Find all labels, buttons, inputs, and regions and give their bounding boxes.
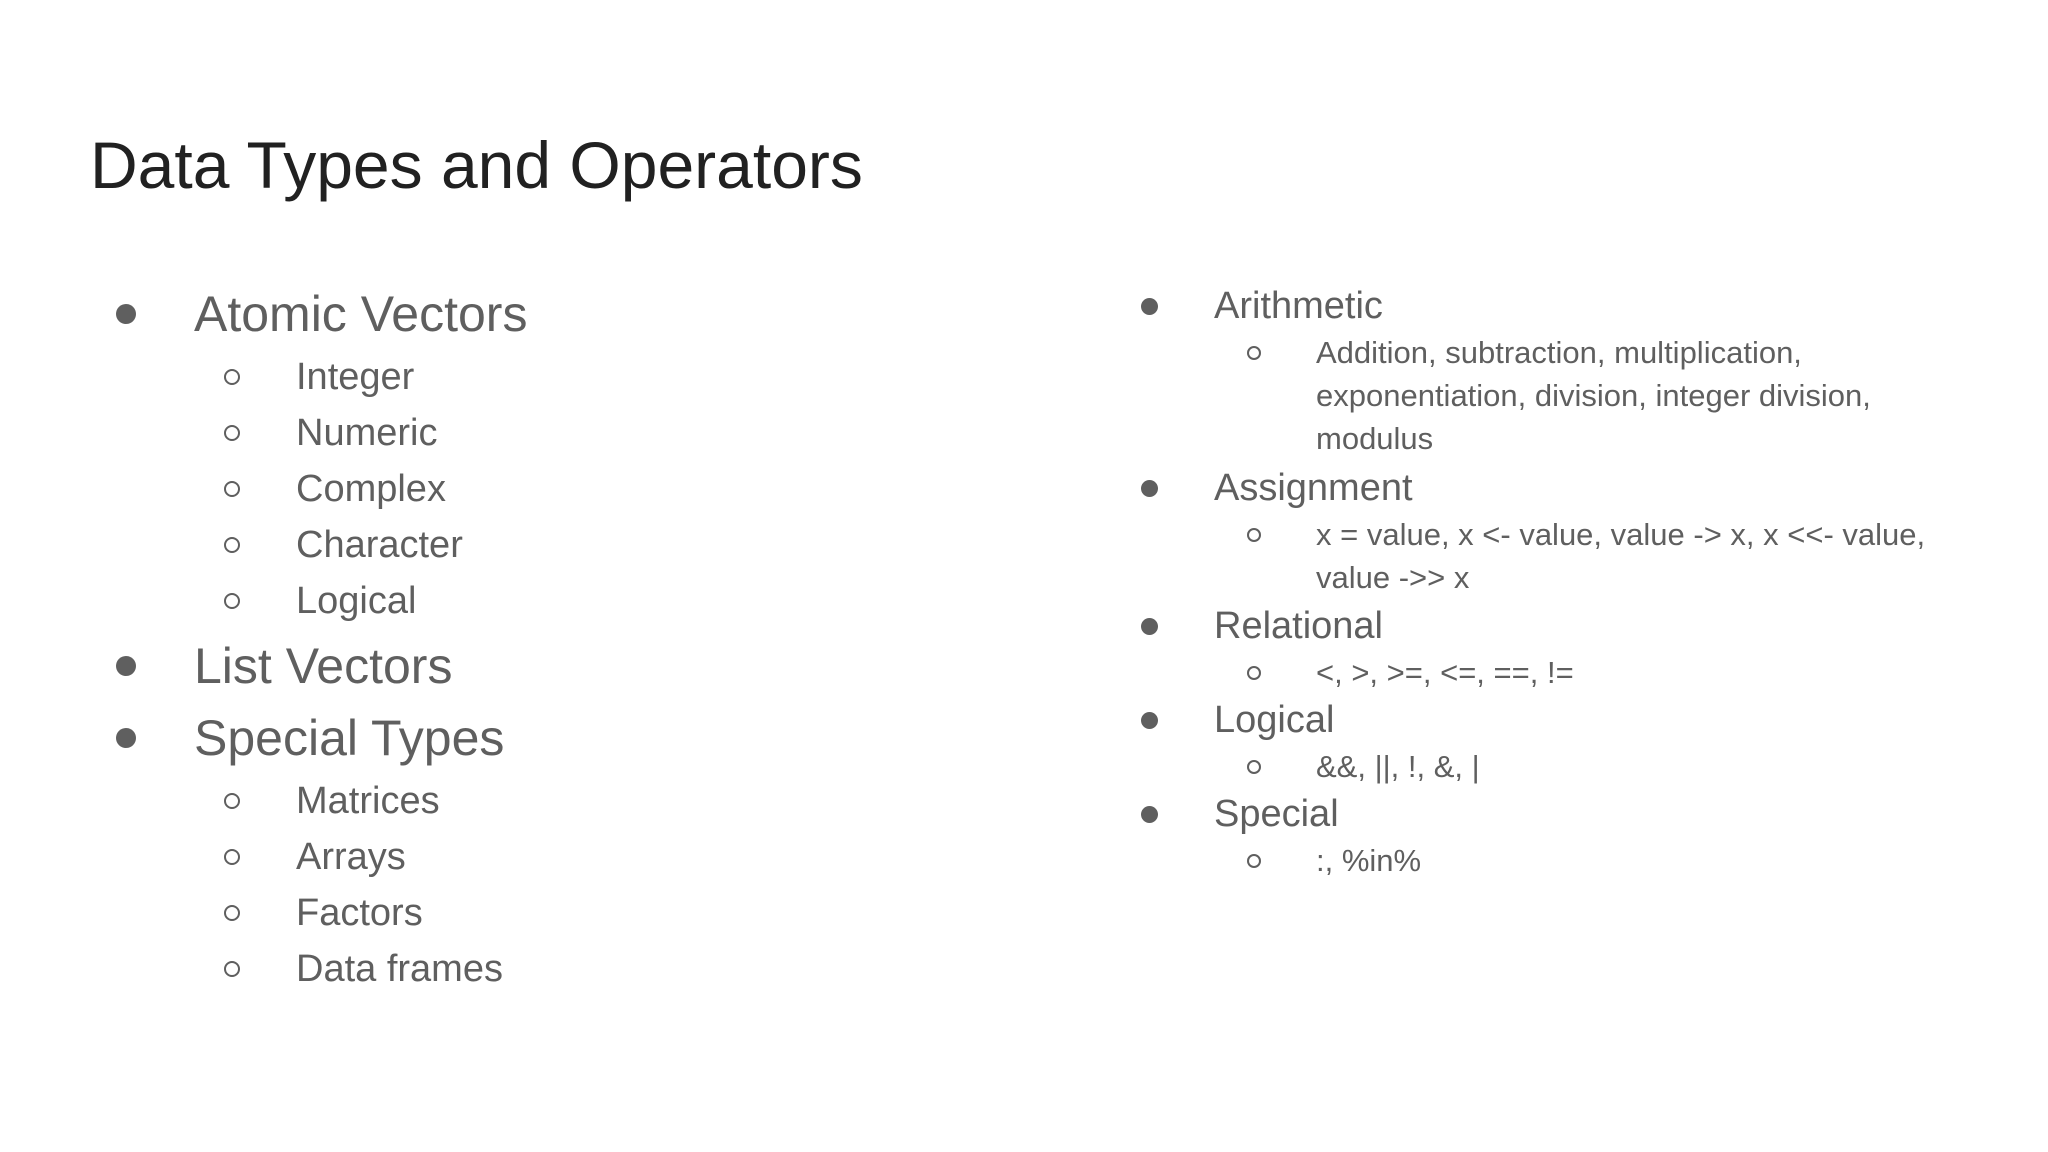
bullet-label: Atomic Vectors xyxy=(194,286,528,342)
sub-bullet-label: :, %in% xyxy=(1316,843,1422,878)
slide-title: Data Types and Operators xyxy=(90,128,863,202)
hollow-bullet-icon xyxy=(224,593,240,609)
sub-bullet-label: Matrices xyxy=(296,780,440,822)
hollow-bullet-icon xyxy=(1247,346,1261,360)
sub-bullet-label: Data frames xyxy=(296,948,503,990)
filled-bullet-icon xyxy=(1141,806,1158,823)
hollow-bullet-icon xyxy=(224,537,240,553)
sub-bullet-label: Numeric xyxy=(296,412,438,454)
sub-bullet-label: <, >, >=, <=, ==, != xyxy=(1316,655,1574,690)
sub-bullet-label: Complex xyxy=(296,468,446,510)
sub-bullet-label: Integer xyxy=(296,356,415,398)
hollow-bullet-icon xyxy=(224,849,240,865)
hollow-bullet-icon xyxy=(224,905,240,921)
sub-bullet-label: Character xyxy=(296,524,463,566)
hollow-bullet-icon xyxy=(224,369,240,385)
sub-bullet-label: &&, ||, !, &, | xyxy=(1316,749,1480,784)
sub-bullet-label: Arrays xyxy=(296,836,406,878)
bullet-label: Special xyxy=(1214,793,1339,835)
bullet-label: Special Types xyxy=(194,710,505,766)
hollow-bullet-icon xyxy=(224,793,240,809)
hollow-bullet-icon xyxy=(1247,854,1261,868)
bullet-label: Logical xyxy=(1214,699,1335,741)
filled-bullet-icon xyxy=(116,656,136,676)
filled-bullet-icon xyxy=(1141,298,1158,315)
bullet-label: List Vectors xyxy=(194,638,453,694)
hollow-bullet-icon xyxy=(1247,760,1261,774)
hollow-bullet-icon xyxy=(224,425,240,441)
sub-bullet-label: Logical xyxy=(296,580,417,622)
filled-bullet-icon xyxy=(1141,712,1158,729)
filled-bullet-icon xyxy=(116,304,136,324)
bullet-label: Relational xyxy=(1214,605,1383,647)
hollow-bullet-icon xyxy=(1247,666,1261,680)
bullet-label: Arithmetic xyxy=(1214,285,1383,327)
filled-bullet-icon xyxy=(1141,618,1158,635)
sub-bullet-label: Addition, subtraction, multiplication, exponentiation, division, integer division, modulus xyxy=(1316,335,1871,456)
sub-bullet-label: x = value, x <- value, value -> x, x <<- value, value ->> x xyxy=(1316,517,1926,595)
filled-bullet-icon xyxy=(116,728,136,748)
sub-bullet-label: Factors xyxy=(296,892,423,934)
filled-bullet-icon xyxy=(1141,480,1158,497)
hollow-bullet-icon xyxy=(1247,528,1261,542)
bullet-label: Assignment xyxy=(1214,467,1413,509)
hollow-bullet-icon xyxy=(224,481,240,497)
hollow-bullet-icon xyxy=(224,961,240,977)
